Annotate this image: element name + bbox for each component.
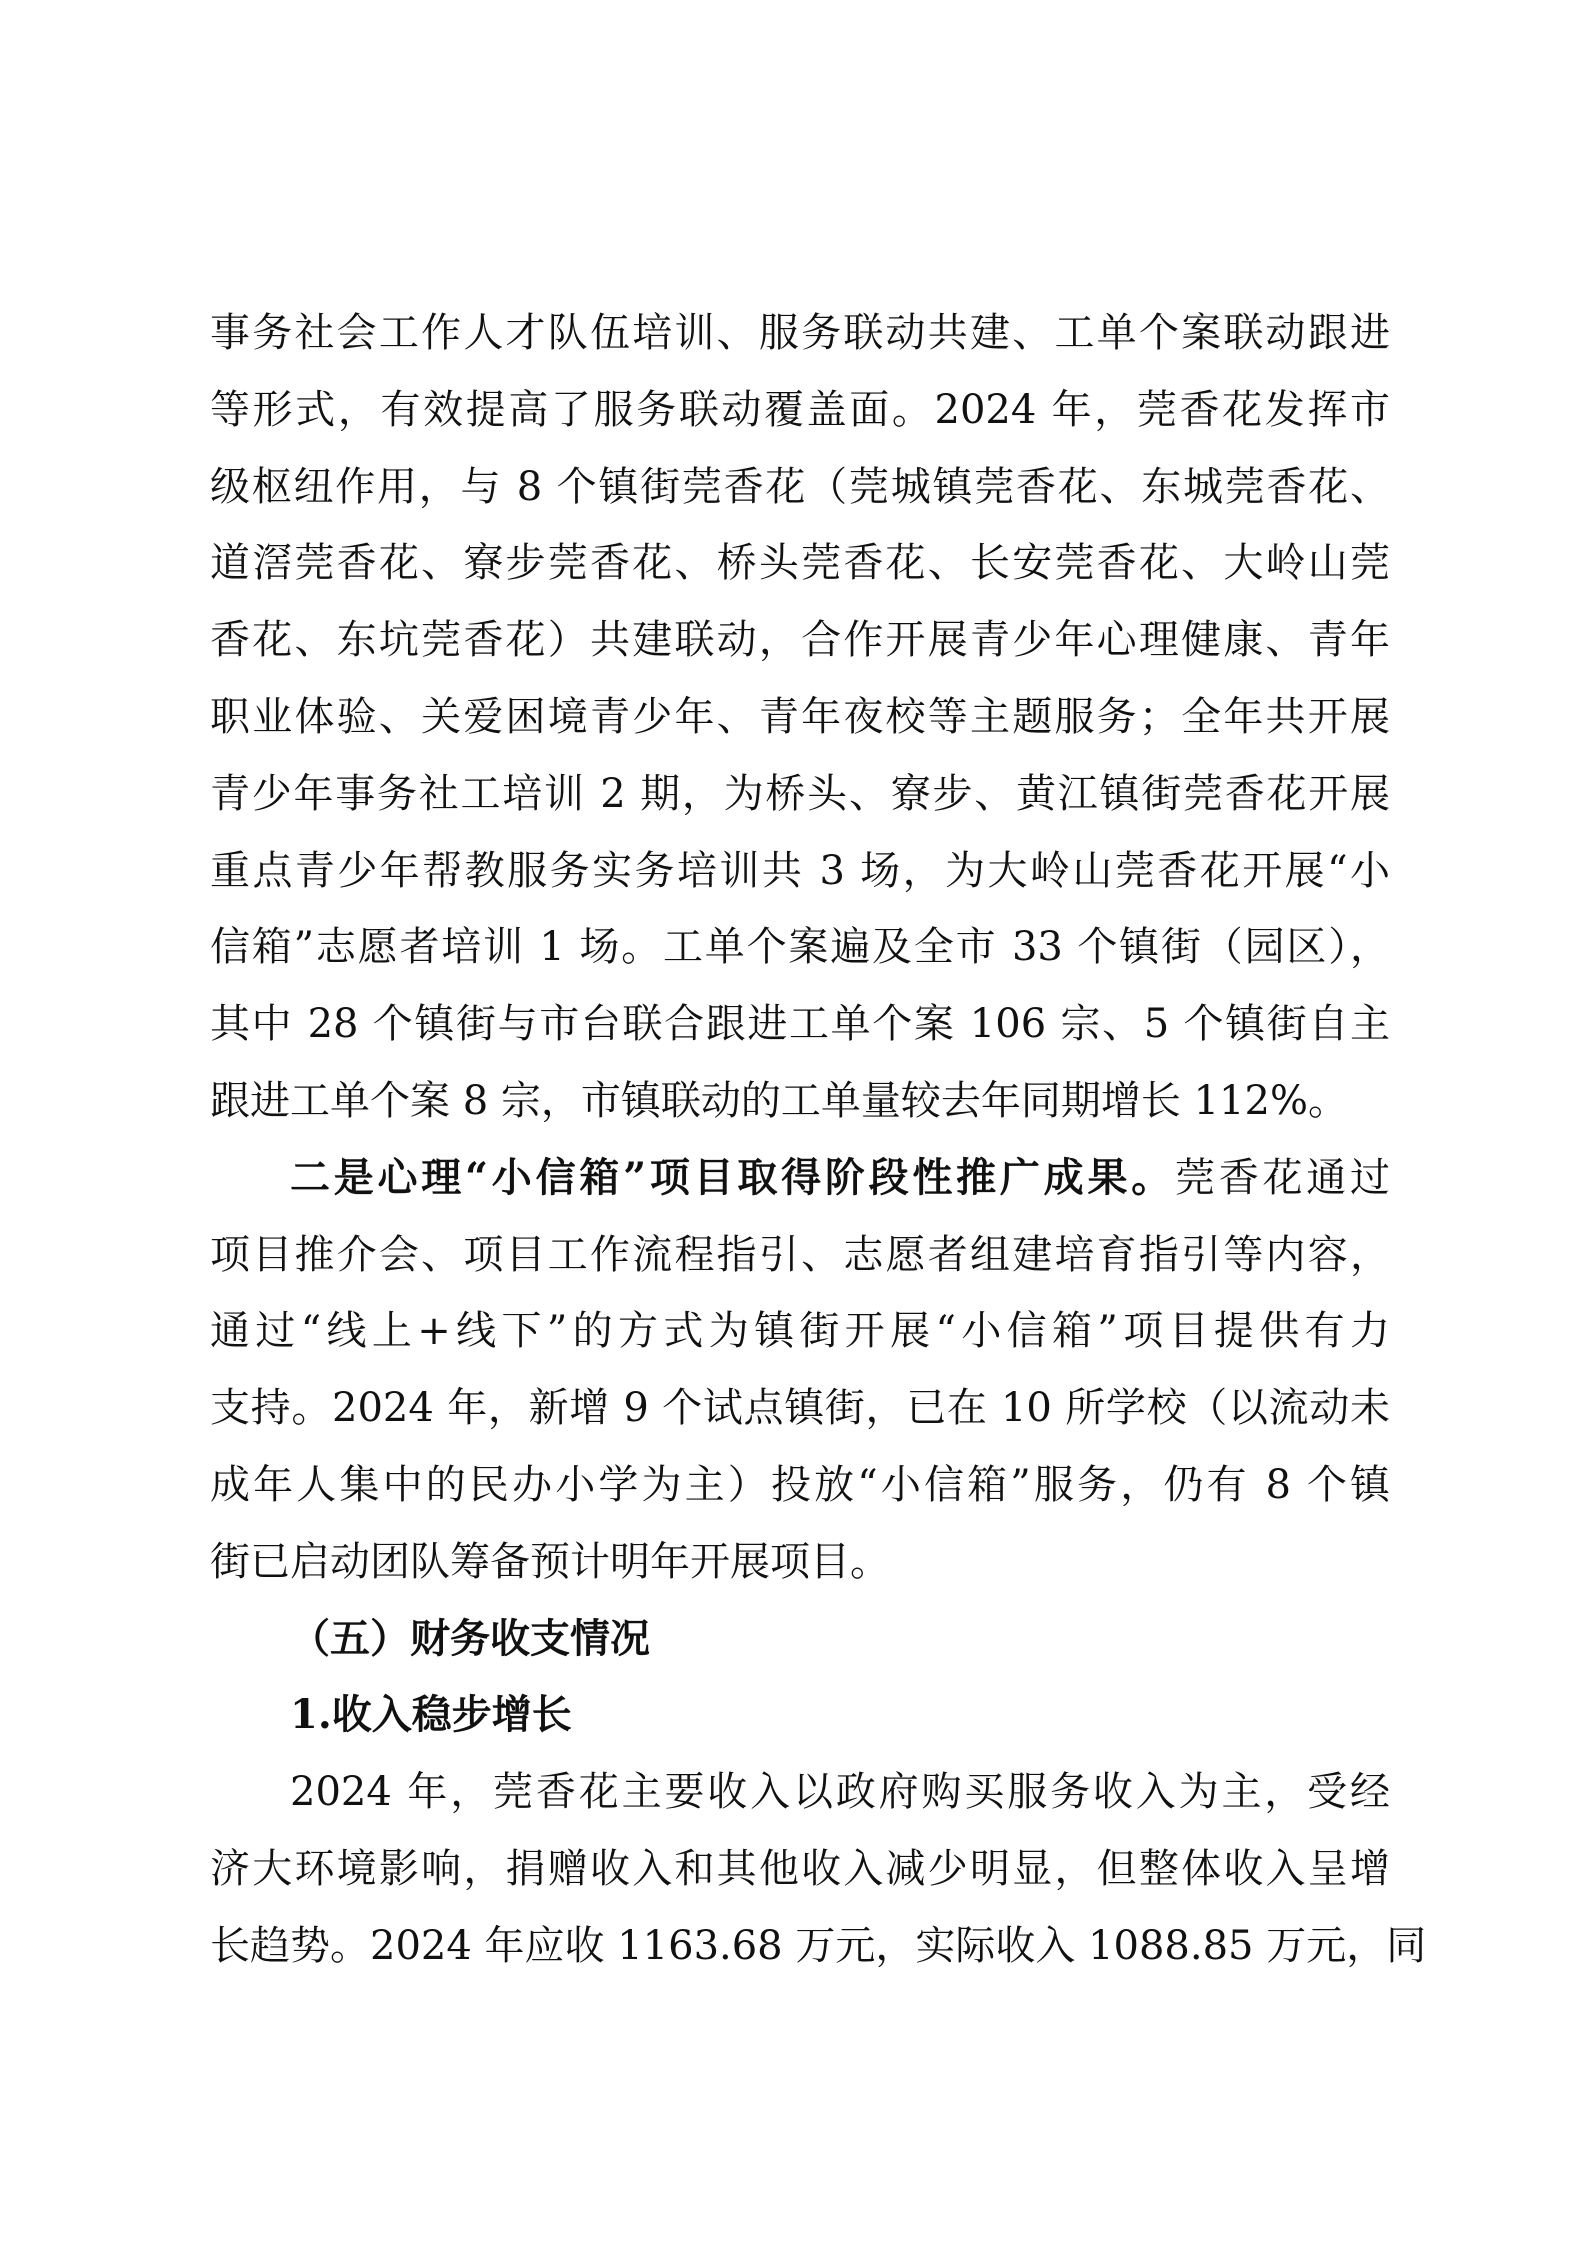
paragraph-lead-heading: 二是心理“小信箱”项目取得阶段性推广成果。: [290, 1153, 1175, 1201]
text-line: 项目推介会、项目工作流程指引、志愿者组建培育指引等内容，: [210, 1231, 1390, 1278]
text-line: 信箱”志愿者培训 1 场。工单个案遍及全市 33 个镇街（园区），: [210, 924, 1390, 971]
text-line: 事务社会工作人才队伍培训、服务联动共建、工单个案联动跟进: [210, 310, 1390, 356]
document-body: [210, 295, 1427, 1985]
text-line: 等形式，有效提高了服务联动覆盖面。2024 年，莞香花发挥市: [210, 386, 1390, 433]
text-line: 济大环境影响，捐赠收入和其他收入减少明显，但整体收入呈增: [210, 1845, 1390, 1892]
text-line: 通过“线上+线下”的方式为镇街开展“小信箱”项目提供有力: [210, 1308, 1390, 1355]
text-line: 道滘莞香花、寮步莞香花、桥头莞香花、长安莞香花、大岭山莞: [210, 540, 1390, 587]
text-line: 其中 28 个镇街与市台联合跟进工单个案 106 宗、5 个镇街自主: [210, 1001, 1390, 1048]
section-heading: （五）财务收支情况: [290, 1614, 650, 1662]
paragraph-service-linkage: [210, 295, 1390, 1140]
text-line: 香花、东坑莞香花）共建联动，合作开展青少年心理健康、青年: [210, 617, 1390, 664]
sub-heading: 1.收入稳步增长: [290, 1691, 572, 1739]
paragraph-lead-text: 莞香花通过: [1174, 1154, 1391, 1201]
text-line: 街已启动团队筹备预计明年开展项目。: [210, 1538, 890, 1585]
text-line: 重点青少年帮教服务实务培训共 3 场，为大岭山莞香花开展“小: [210, 847, 1390, 894]
text-line: [210, 1140, 1390, 1217]
text-line: 支持。2024 年，新增 9 个试点镇街，已在 10 所学校（以流动未: [210, 1385, 1390, 1432]
text-line: 级枢纽作用，与 8 个镇街莞香花（莞城镇莞香花、东城莞香花、: [210, 463, 1390, 510]
text-line: 2024 年，莞香花主要收入以政府购买服务收入为主，受经: [290, 1769, 1390, 1816]
paragraph-income: [210, 1754, 1427, 1984]
text-line: 职业体验、关爱困境青少年、青年夜校等主题服务；全年共开展: [210, 693, 1390, 740]
text-line: 跟进工单个案 8 宗，市镇联动的工单量较去年同期增长 112%。: [210, 1077, 1348, 1124]
text-line: 长趋势。2024 年应收 1163.68 万元，实际收入 1088.85 万元，同: [210, 1922, 1427, 1969]
text-line: 成年人集中的民办小学为主）投放“小信箱”服务，仍有 8 个镇: [210, 1461, 1390, 1508]
text-line: 青少年事务社工培训 2 期，为桥头、寮步、黄江镇街莞香花开展: [210, 770, 1390, 817]
paragraph-mailbox-project: [210, 1140, 1390, 1601]
